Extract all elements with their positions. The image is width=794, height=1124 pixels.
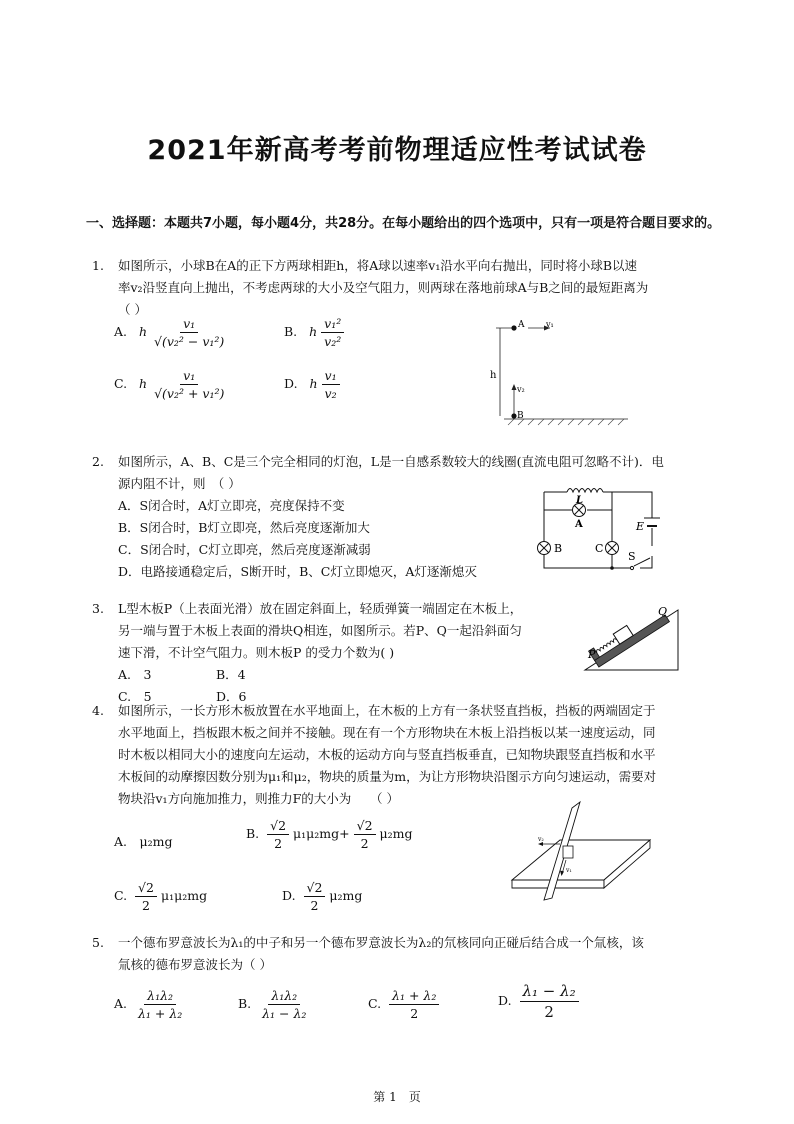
q4-line1: 如图所示，一长方形木板放置在水平地面上，在木板的上方有一条状竖直挡板，挡板的两端固定于 (118, 703, 656, 718)
q2-line2: 源内阻不计，则 （ ） (118, 476, 241, 491)
fraction (151, 316, 227, 349)
page-title: 2021年新高考考前物理适应性考试试卷 (147, 135, 647, 166)
numerator: v₁² (321, 316, 344, 333)
q1-figure (488, 318, 638, 428)
denominator: λ₁ − λ₂ (262, 1006, 307, 1021)
q2-option-b: B．S闭合时，B灯立即亮，然后亮度逐渐加大 (118, 520, 370, 535)
label-v2: v₂ (538, 836, 544, 843)
wire (603, 492, 652, 518)
lamp-b (538, 542, 551, 555)
q5-line1: 一个德布罗意波长为λ₁的中子和另一个德布罗意波长为λ₂的氘核同向正碰后结合成一个氚核，该 (118, 935, 644, 950)
var-h: h (309, 376, 318, 391)
question-number: 1. (92, 258, 104, 273)
q5-option-c (368, 988, 439, 1021)
var-h: h (139, 376, 148, 391)
numerator: √2 (135, 880, 157, 897)
label-b: B (554, 542, 563, 555)
q3-line2: 另一端与置于木板上表面的滑块Q相连，如图所示。若P、Q一起沿斜面匀 (118, 623, 522, 638)
option-c-term: μ₁μ₂mg (160, 888, 208, 903)
denominator: √(v₂² + v₁²) (154, 386, 225, 401)
q3-incline-figure (580, 598, 690, 674)
label-l: L (576, 495, 584, 506)
option-label: D. (282, 888, 296, 903)
ball-a (511, 325, 516, 330)
label-v1: v₁ (546, 320, 554, 329)
board-front (512, 880, 604, 888)
fraction (135, 880, 157, 913)
fraction (259, 988, 309, 1021)
option-b-term2: μ₂mg (379, 826, 413, 841)
fraction (267, 818, 289, 851)
q4-option-c (114, 880, 207, 913)
junction (610, 566, 614, 570)
denominator: 2 (142, 898, 150, 913)
label-p: P (588, 648, 596, 661)
question-number: 3. (92, 601, 104, 616)
q5-option-b (238, 988, 309, 1021)
question-5-text (92, 932, 722, 976)
label-v1: v₁ (566, 867, 572, 874)
option-label: D. (498, 993, 512, 1008)
page-footer: 第 1 页 (373, 1090, 421, 1104)
label-a: A (518, 320, 525, 330)
q5-option-d (498, 982, 579, 1021)
q1-line1: 如图所示，小球B在A的正下方两球相距h，将A球以速率v₁沿水平向右抛出，同时将小球B以速 (118, 258, 638, 273)
q4-line3: 时木板以相同大小的速度向左运动，木板的运动方向与竖直挡板垂直，已知物块跟竖直挡板和水平 (118, 747, 656, 762)
q2-line1: 如图所示，A、B、C是三个完全相同的灯泡，L是一自感系数较大的线圈(直流电阻可忽略不计)．电 (118, 454, 664, 469)
q4-board-figure (508, 800, 658, 902)
question-number: 4. (92, 703, 104, 718)
numerator: λ₁ + λ₂ (389, 988, 439, 1005)
ball-b (511, 413, 516, 418)
q1-line3: （ ） (118, 302, 147, 317)
section-heading: 一、选择题：本题共7小题，每小题4分，共28分。在每小题给出的四个选项中，只有一项是符合题目要求的。 (86, 216, 721, 231)
switch-lever (634, 558, 650, 566)
denominator: 2 (310, 898, 319, 913)
var-h: h (309, 324, 318, 339)
numerator: √2 (354, 818, 376, 835)
fraction (321, 316, 344, 349)
option-label: C. (114, 888, 128, 903)
numerator: v₁ (180, 368, 198, 385)
q1-option-a (114, 316, 227, 349)
denominator: 2 (274, 836, 283, 851)
denominator: v₂ (324, 386, 337, 401)
q4-option-b (246, 818, 413, 851)
q4-option-d (282, 880, 362, 913)
numerator: v₁ (180, 316, 198, 333)
q3-option-a: A. 3 (118, 667, 152, 682)
denominator: λ₁ + λ₂ (137, 1006, 183, 1021)
numerator: √2 (304, 880, 326, 897)
ground-hatch (508, 419, 624, 425)
q4-line4: 木板间的动摩擦因数分别为μ₁和μ₂，物块的质量为m，为让方形物块沿图示方向匀速运动，需要对 (118, 769, 657, 784)
fraction (151, 368, 227, 401)
q2-option-c: C．S闭合时，C灯立即亮，然后亮度逐渐减弱 (118, 542, 371, 557)
option-label: C. (368, 996, 382, 1011)
var-h: h (138, 324, 147, 339)
option-label: B. (246, 826, 260, 841)
fraction (322, 368, 340, 401)
option-label: A. (114, 996, 128, 1011)
q1-option-d (284, 368, 340, 401)
numerator: λ₁λ₂ (268, 988, 300, 1005)
q2-circuit-figure (532, 480, 672, 575)
denominator: 2 (410, 1006, 419, 1021)
question-number: 2. (92, 454, 104, 469)
label-s: S (628, 550, 636, 563)
denominator: 2 (360, 836, 369, 851)
option-label: A. (114, 324, 128, 339)
option-label: B. (238, 996, 252, 1011)
numerator: v₁ (322, 368, 340, 385)
q4-option-a: A. μ₂mg (114, 834, 173, 849)
fraction (520, 982, 579, 1021)
fraction (354, 818, 376, 851)
question-number: 5. (92, 935, 104, 950)
lamp-c (606, 542, 619, 555)
q2-option-a: A．S闭合时，A灯立即亮，亮度保持不变 (118, 498, 345, 513)
label-q: Q (658, 605, 668, 618)
q1-option-c (114, 368, 227, 401)
q3-option-d: D．6 (216, 689, 247, 704)
fraction (304, 880, 326, 913)
option-d-term: μ₂mg (329, 888, 363, 903)
switch-contact (630, 566, 633, 569)
v2-arrowhead (512, 384, 517, 390)
q3-line1: L型木板P（上表面光滑）放在固定斜面上，轻质弹簧一端固定在木板上， (118, 601, 523, 616)
q3-option-b: B．4 (216, 667, 246, 682)
label-c: C (595, 542, 604, 555)
denominator: v₂² (324, 334, 342, 349)
question-4-text (92, 700, 722, 810)
denominator: 2 (544, 1003, 554, 1021)
q5-option-a (114, 988, 185, 1021)
q5-line2: 氚核的德布罗意波长为（ ） (118, 957, 272, 972)
fraction (389, 988, 439, 1021)
block (563, 846, 573, 858)
q2-option-d: D．电路接通稳定后，S断开时，B、C灯立即熄灭，A灯逐渐熄灭 (118, 564, 477, 579)
fraction (135, 988, 185, 1021)
option-label: C. (114, 376, 128, 391)
option-label: B. (284, 324, 298, 339)
q3-option-c: C. 5 (118, 689, 152, 704)
label-h: h (490, 370, 497, 381)
label-e: E (636, 520, 645, 533)
denominator: √(v₂² − v₁²) (153, 334, 225, 349)
question-1-text (92, 255, 722, 321)
numerator: λ₁λ₂ (144, 988, 176, 1005)
numerator: λ₁ − λ₂ (520, 982, 579, 1002)
q1-option-b (284, 316, 344, 349)
option-label: D. (284, 376, 298, 391)
label-b: B (517, 411, 524, 421)
q1-line2: 率v₂沿竖直向上抛出，不考虑两球的大小及空气阻力，则两球在落地前球A与B之间的最短距离为 (118, 280, 649, 295)
label-a: A (575, 519, 583, 530)
q4-line5: 物块沿v₁方向施加推力，则推力F的大小为 （ ） (118, 791, 399, 806)
q3-line3: 速下滑，不计空气阻力。则木板P 的受力个数为( ) (118, 645, 395, 660)
wire (587, 492, 612, 510)
numerator: √2 (267, 818, 289, 835)
option-b-term1: μ₁μ₂mg+ (293, 826, 350, 841)
q4-line2: 水平地面上，挡板跟木板之间并不接触。现在有一个方形物块在木板上沿挡板以某一速度运动，同 (118, 725, 656, 740)
label-v2: v₂ (517, 385, 525, 394)
question-3-text (92, 598, 592, 708)
inductor-coil (567, 489, 603, 493)
